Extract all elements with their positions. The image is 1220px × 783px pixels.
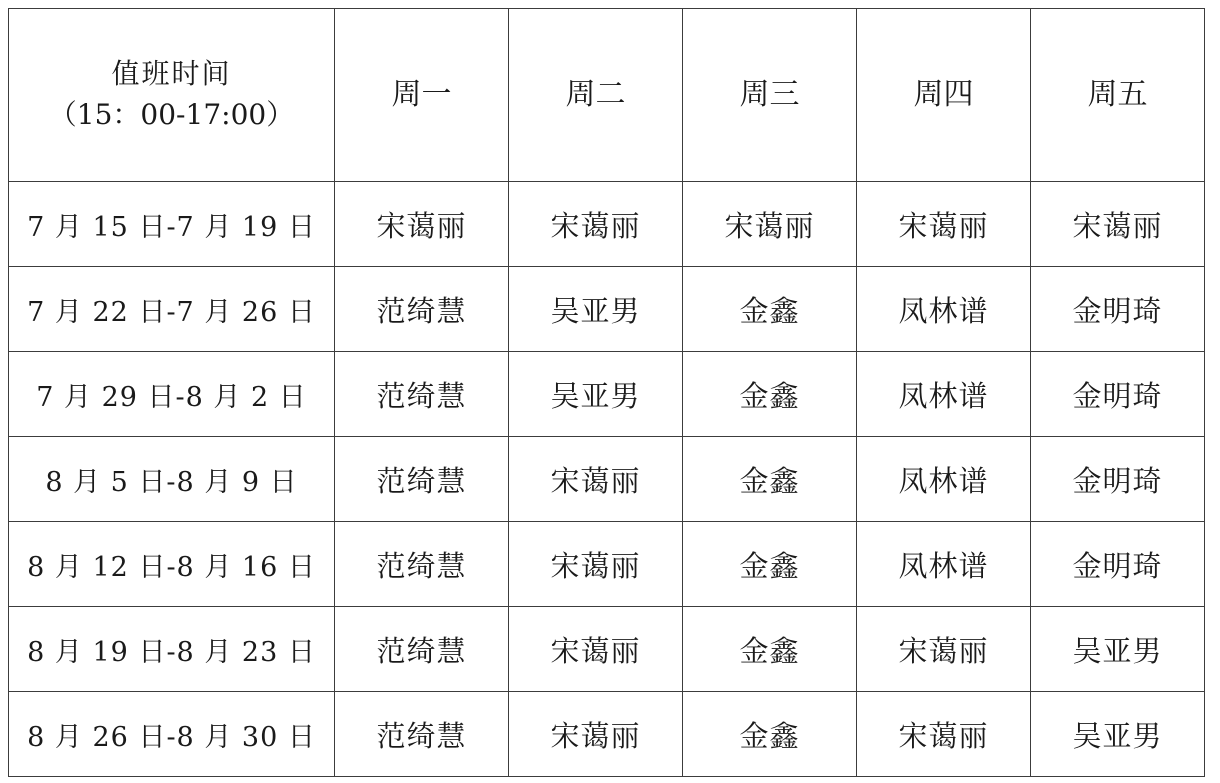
cell-tuesday: 宋蔼丽 [509,692,683,777]
cell-thursday: 凤林谱 [857,267,1031,352]
cell-friday: 金明琦 [1031,352,1205,437]
cell-wednesday: 宋蔼丽 [683,182,857,267]
table-row [9,607,1205,692]
header-day-friday: 周五 [1031,9,1205,182]
cell-friday: 吴亚男 [1031,607,1205,692]
table-row [9,522,1205,607]
cell-thursday: 凤林谱 [857,352,1031,437]
cell-friday: 吴亚男 [1031,692,1205,777]
cell-tuesday: 宋蔼丽 [509,607,683,692]
row-period: 8 月 26 日-8 月 30 日 [9,692,335,777]
cell-thursday: 宋蔼丽 [857,692,1031,777]
table-row [9,352,1205,437]
cell-thursday: 凤林谱 [857,437,1031,522]
cell-thursday: 凤林谱 [857,522,1031,607]
header-duty-time [9,9,335,182]
cell-monday: 范绮慧 [335,267,509,352]
table-row [9,437,1205,522]
cell-monday: 范绮慧 [335,522,509,607]
header-row [9,9,1205,182]
table-row [9,182,1205,267]
cell-wednesday: 金鑫 [683,692,857,777]
header-day-thursday: 周四 [857,9,1031,182]
cell-wednesday: 金鑫 [683,522,857,607]
table-row [9,692,1205,777]
table-row [9,267,1205,352]
row-period: 7 月 22 日-7 月 26 日 [9,267,335,352]
cell-wednesday: 金鑫 [683,352,857,437]
header-day-wednesday: 周三 [683,9,857,182]
row-period: 7 月 15 日-7 月 19 日 [9,182,335,267]
cell-thursday: 宋蔼丽 [857,182,1031,267]
cell-monday: 宋蔼丽 [335,182,509,267]
cell-wednesday: 金鑫 [683,607,857,692]
cell-monday: 范绮慧 [335,692,509,777]
cell-friday: 宋蔼丽 [1031,182,1205,267]
header-duty-time-title: 值班时间 [111,57,232,91]
row-period: 7 月 29 日-8 月 2 日 [9,352,335,437]
cell-friday: 金明琦 [1031,267,1205,352]
cell-tuesday: 宋蔼丽 [509,182,683,267]
cell-tuesday: 宋蔼丽 [509,437,683,522]
cell-thursday: 宋蔼丽 [857,607,1031,692]
header-duty-time-range: （15：00-17:00） [48,98,295,131]
cell-friday: 金明琦 [1031,437,1205,522]
cell-tuesday: 吴亚男 [509,267,683,352]
table-header [9,9,1205,182]
row-period: 8 月 12 日-8 月 16 日 [9,522,335,607]
cell-tuesday: 吴亚男 [509,352,683,437]
table-body [9,182,1205,777]
row-period: 8 月 5 日-8 月 9 日 [9,437,335,522]
cell-monday: 范绮慧 [335,352,509,437]
row-period: 8 月 19 日-8 月 23 日 [9,607,335,692]
duty-schedule-table [8,8,1205,777]
cell-wednesday: 金鑫 [683,437,857,522]
cell-monday: 范绮慧 [335,437,509,522]
header-day-monday: 周一 [335,9,509,182]
cell-friday: 金明琦 [1031,522,1205,607]
cell-monday: 范绮慧 [335,607,509,692]
header-day-tuesday: 周二 [509,9,683,182]
cell-tuesday: 宋蔼丽 [509,522,683,607]
cell-wednesday: 金鑫 [683,267,857,352]
